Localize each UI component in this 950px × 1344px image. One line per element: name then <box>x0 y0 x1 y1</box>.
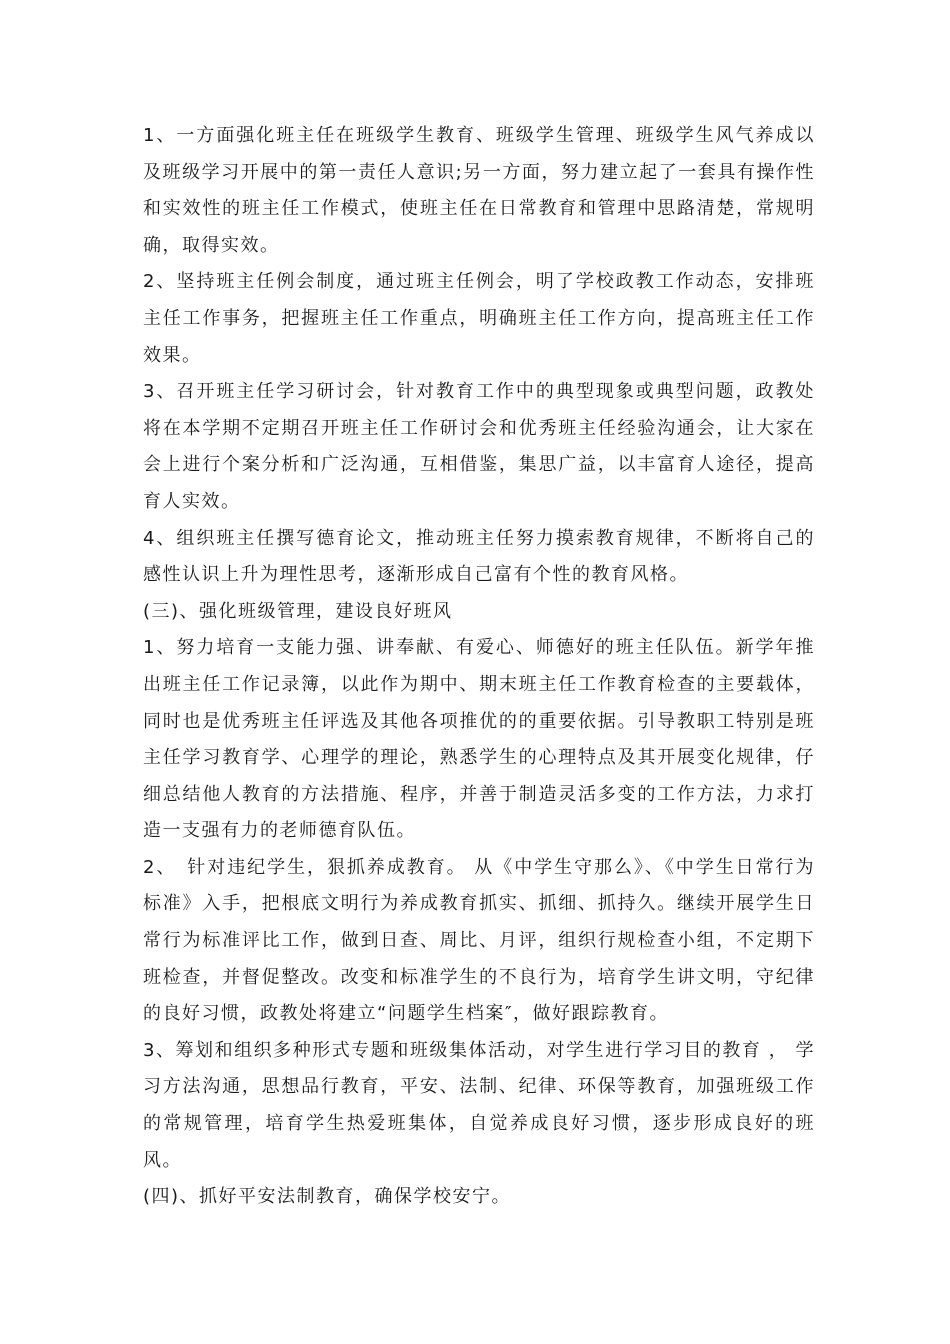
paragraph: 2、坚持班主任例会制度，通过班主任例会，明了学校政教工作动态，安排班主任工作事务，把握班主任工作重点，明确班主任工作方向，提高班主任工作效果。 <box>143 271 815 366</box>
section-heading: (四)、抓好平安法制教育，确保学校安宁。 <box>143 1186 512 1208</box>
paragraph: 4、组织班主任撰写德育论文，推动班主任努力摸索教育规律，不断将自己的感性认识上升为理性思考，逐渐形成自己富有个性的教育风格。 <box>143 527 815 586</box>
paragraph: 2、 针对违纪学生，狠抓养成教育。 从《中学生守那么》、《中学生日常行为标准》入手，把根底文明行为养成教育抓实、抓细、抓持久。继续开展学生日常行为标准评比工作，做到日查、周比、月评，组织行规检查小组，不定期下班检查，并督促整改。改变和标准学生的不良行为，培育学生讲文明，守纪律的良好习惯，政教处将建立“问题学生档案″，做好跟踪教育。 <box>143 856 815 1025</box>
paragraph: 3、筹划和组织多种形式专题和班级集体活动，对学生进行学习目的教育 ， 学习方法沟通，思想品行教育，平安、法制、纪律、环保等教育，加强班级工作的常规管理，培育学生热爱班集体，自觉养成良好习惯，逐步形成良好的班风。 <box>143 1039 815 1171</box>
document-body <box>143 118 815 1216</box>
section-heading: (三)、强化班级管理，建设良好班风 <box>143 600 453 622</box>
paragraph: 1、一方面强化班主任在班级学生教育、班级学生管理、班级学生风气养成以及班级学习开展中的第一责任人意识;另一方面，努力建立起了一套具有操作性和实效性的班主任工作模式，使班主任在日常教育和管理中思路清楚，常规明确，取得实效。 <box>143 125 815 256</box>
paragraph: 1、努力培育一支能力强、讲奉献、有爱心、师德好的班主任队伍。新学年推出班主任工作记录簿，以此作为期中、期末班主任工作教育检查的主要载体，同时也是优秀班主任评选及其他各项推优的的重要依据。引导教职工特别是班主任学习教育学、心理学的理论，熟悉学生的心理特点及其开展变化规律，仔细总结他人教育的方法措施、程序，并善于制造灵活多变的工作方法，力求打造一支强有力的老师德育队伍。 <box>143 637 815 842</box>
paragraph: 3、召开班主任学习研讨会，针对教育工作中的典型现象或典型问题，政教处将在本学期不定期召开班主任工作研讨会和优秀班主任经验沟通会，让大家在会上进行个案分析和广泛沟通，互相借鉴，集思广益，以丰富育人途径，提高育人实效。 <box>143 381 815 512</box>
